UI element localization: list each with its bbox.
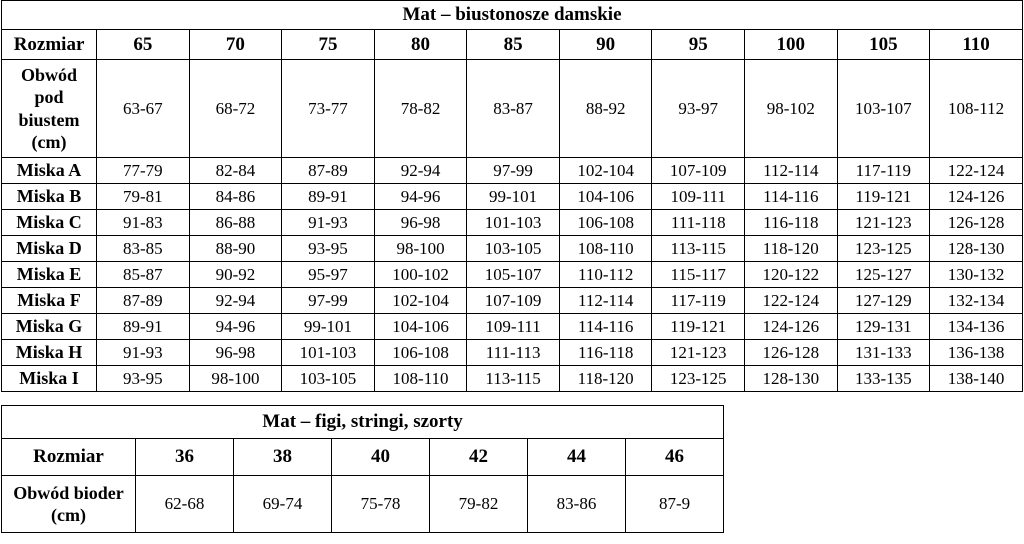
underbust-value: 108-112 xyxy=(930,60,1023,158)
cup-value: 120-122 xyxy=(745,262,838,288)
cup-value: 91-83 xyxy=(97,210,190,236)
cup-value: 112-114 xyxy=(745,158,838,184)
cup-value: 92-94 xyxy=(189,288,282,314)
cup-value: 86-88 xyxy=(189,210,282,236)
cup-value: 108-110 xyxy=(374,366,467,392)
underbust-value: 63-67 xyxy=(97,60,190,158)
bra-size-80: 80 xyxy=(374,30,467,60)
cup-value: 77-79 xyxy=(97,158,190,184)
cup-label: Miska I xyxy=(2,366,97,392)
panty-table-title: Mat – figi, stringi, szorty xyxy=(2,406,724,439)
panty-size-38: 38 xyxy=(234,439,332,476)
cup-value: 91-93 xyxy=(282,210,375,236)
panty-size-44: 44 xyxy=(528,439,626,476)
panty-size-40: 40 xyxy=(332,439,430,476)
cup-value: 114-116 xyxy=(559,314,652,340)
cup-value: 94-96 xyxy=(374,184,467,210)
bra-size-85: 85 xyxy=(467,30,560,60)
panty-size-46: 46 xyxy=(626,439,724,476)
panty-table-title-row xyxy=(2,406,724,439)
cup-value: 122-124 xyxy=(930,158,1023,184)
cup-value: 118-120 xyxy=(745,236,838,262)
hips-value: 69-74 xyxy=(234,476,332,533)
cup-label: Miska E xyxy=(2,262,97,288)
cup-value: 101-103 xyxy=(467,210,560,236)
cup-value: 85-87 xyxy=(97,262,190,288)
cup-label: Miska F xyxy=(2,288,97,314)
bra-size-95: 95 xyxy=(652,30,745,60)
cup-value: 107-109 xyxy=(467,288,560,314)
cup-value: 138-140 xyxy=(930,366,1023,392)
cup-value: 127-129 xyxy=(837,288,930,314)
bra-table-header-row xyxy=(2,30,1023,60)
cup-value: 103-105 xyxy=(467,236,560,262)
panty-size-label: Rozmiar xyxy=(2,439,136,476)
cup-value: 87-89 xyxy=(282,158,375,184)
panty-size-36: 36 xyxy=(136,439,234,476)
cup-value: 119-121 xyxy=(837,184,930,210)
bra-table-title-row xyxy=(2,1,1023,30)
cup-label: Miska C xyxy=(2,210,97,236)
cup-value: 130-132 xyxy=(930,262,1023,288)
cup-value: 109-111 xyxy=(467,314,560,340)
cup-value: 92-94 xyxy=(374,158,467,184)
bra-size-105: 105 xyxy=(837,30,930,60)
cup-value: 124-126 xyxy=(745,314,838,340)
cup-value: 102-104 xyxy=(559,158,652,184)
table-row xyxy=(2,236,1023,262)
cup-value: 126-128 xyxy=(745,340,838,366)
table-row xyxy=(2,184,1023,210)
cup-value: 93-95 xyxy=(282,236,375,262)
hips-label: Obwód bioder (cm) xyxy=(2,476,136,533)
cup-value: 90-92 xyxy=(189,262,282,288)
cup-value: 116-118 xyxy=(559,340,652,366)
underbust-value: 103-107 xyxy=(837,60,930,158)
table-row xyxy=(2,288,1023,314)
cup-value: 109-111 xyxy=(652,184,745,210)
panty-table-header-row xyxy=(2,439,724,476)
hips-value: 62-68 xyxy=(136,476,234,533)
underbust-label: Obwód pod biustem (cm) xyxy=(2,60,97,158)
cup-value: 98-100 xyxy=(189,366,282,392)
cup-value: 121-123 xyxy=(837,210,930,236)
cup-value: 126-128 xyxy=(930,210,1023,236)
bra-table-title: Mat – biustonosze damskie xyxy=(2,1,1023,30)
cup-value: 79-81 xyxy=(97,184,190,210)
table-row xyxy=(2,340,1023,366)
bra-size-70: 70 xyxy=(189,30,282,60)
bra-size-100: 100 xyxy=(745,30,838,60)
underbust-value: 88-92 xyxy=(559,60,652,158)
cup-value: 89-91 xyxy=(97,314,190,340)
hips-value: 83-86 xyxy=(528,476,626,533)
cup-value: 82-84 xyxy=(189,158,282,184)
cup-value: 129-131 xyxy=(837,314,930,340)
cup-value: 100-102 xyxy=(374,262,467,288)
cup-value: 112-114 xyxy=(559,288,652,314)
cup-value: 107-109 xyxy=(652,158,745,184)
cup-value: 104-106 xyxy=(559,184,652,210)
cup-label: Miska B xyxy=(2,184,97,210)
cup-value: 136-138 xyxy=(930,340,1023,366)
cup-value: 103-105 xyxy=(282,366,375,392)
cup-value: 106-108 xyxy=(559,210,652,236)
cup-value: 128-130 xyxy=(930,236,1023,262)
cup-value: 104-106 xyxy=(374,314,467,340)
underbust-value: 68-72 xyxy=(189,60,282,158)
cup-value: 97-99 xyxy=(467,158,560,184)
cup-value: 134-136 xyxy=(930,314,1023,340)
cup-value: 123-125 xyxy=(837,236,930,262)
cup-value: 84-86 xyxy=(189,184,282,210)
hips-value: 87-9 xyxy=(626,476,724,533)
cup-value: 114-116 xyxy=(745,184,838,210)
cup-value: 117-119 xyxy=(837,158,930,184)
cup-value: 116-118 xyxy=(745,210,838,236)
cup-value: 89-91 xyxy=(282,184,375,210)
cup-value: 87-89 xyxy=(97,288,190,314)
table-row xyxy=(2,366,1023,392)
hips-value: 79-82 xyxy=(430,476,528,533)
table-row xyxy=(2,262,1023,288)
panty-size-42: 42 xyxy=(430,439,528,476)
hips-value: 75-78 xyxy=(332,476,430,533)
cup-value: 125-127 xyxy=(837,262,930,288)
hips-row xyxy=(2,476,724,533)
cup-value: 124-126 xyxy=(930,184,1023,210)
cup-label: Miska A xyxy=(2,158,97,184)
cup-value: 119-121 xyxy=(652,314,745,340)
bra-size-110: 110 xyxy=(930,30,1023,60)
cup-value: 111-113 xyxy=(467,340,560,366)
cup-value: 93-95 xyxy=(97,366,190,392)
underbust-value: 78-82 xyxy=(374,60,467,158)
cup-value: 108-110 xyxy=(559,236,652,262)
cup-value: 96-98 xyxy=(374,210,467,236)
cup-value: 95-97 xyxy=(282,262,375,288)
cup-value: 118-120 xyxy=(559,366,652,392)
cup-label: Miska D xyxy=(2,236,97,262)
cup-value: 117-119 xyxy=(652,288,745,314)
cup-value: 97-99 xyxy=(282,288,375,314)
cup-value: 83-85 xyxy=(97,236,190,262)
cup-value: 115-117 xyxy=(652,262,745,288)
bra-size-table xyxy=(1,0,1023,392)
cup-value: 111-118 xyxy=(652,210,745,236)
cup-value: 110-112 xyxy=(559,262,652,288)
cup-value: 122-124 xyxy=(745,288,838,314)
bra-size-75: 75 xyxy=(282,30,375,60)
cup-value: 91-93 xyxy=(97,340,190,366)
cup-value: 102-104 xyxy=(374,288,467,314)
cup-value: 121-123 xyxy=(652,340,745,366)
panty-table-wrapper xyxy=(1,405,1024,533)
cup-value: 94-96 xyxy=(189,314,282,340)
cup-value: 106-108 xyxy=(374,340,467,366)
cup-label: Miska G xyxy=(2,314,97,340)
cup-value: 131-133 xyxy=(837,340,930,366)
table-row xyxy=(2,158,1023,184)
cup-value: 98-100 xyxy=(374,236,467,262)
cup-value: 113-115 xyxy=(652,236,745,262)
cup-value: 113-115 xyxy=(467,366,560,392)
underbust-value: 73-77 xyxy=(282,60,375,158)
cup-value: 96-98 xyxy=(189,340,282,366)
cup-value: 88-90 xyxy=(189,236,282,262)
underbust-value: 83-87 xyxy=(467,60,560,158)
cup-value: 133-135 xyxy=(837,366,930,392)
cup-value: 99-101 xyxy=(282,314,375,340)
panty-size-table xyxy=(1,405,724,533)
underbust-row xyxy=(2,60,1023,158)
cup-value: 99-101 xyxy=(467,184,560,210)
cup-value: 105-107 xyxy=(467,262,560,288)
bra-size-90: 90 xyxy=(559,30,652,60)
cup-value: 101-103 xyxy=(282,340,375,366)
table-row xyxy=(2,210,1023,236)
cup-label: Miska H xyxy=(2,340,97,366)
table-row xyxy=(2,314,1023,340)
cup-value: 123-125 xyxy=(652,366,745,392)
cup-value: 128-130 xyxy=(745,366,838,392)
underbust-value: 98-102 xyxy=(745,60,838,158)
bra-size-label: Rozmiar xyxy=(2,30,97,60)
underbust-value: 93-97 xyxy=(652,60,745,158)
bra-size-65: 65 xyxy=(97,30,190,60)
cup-value: 132-134 xyxy=(930,288,1023,314)
